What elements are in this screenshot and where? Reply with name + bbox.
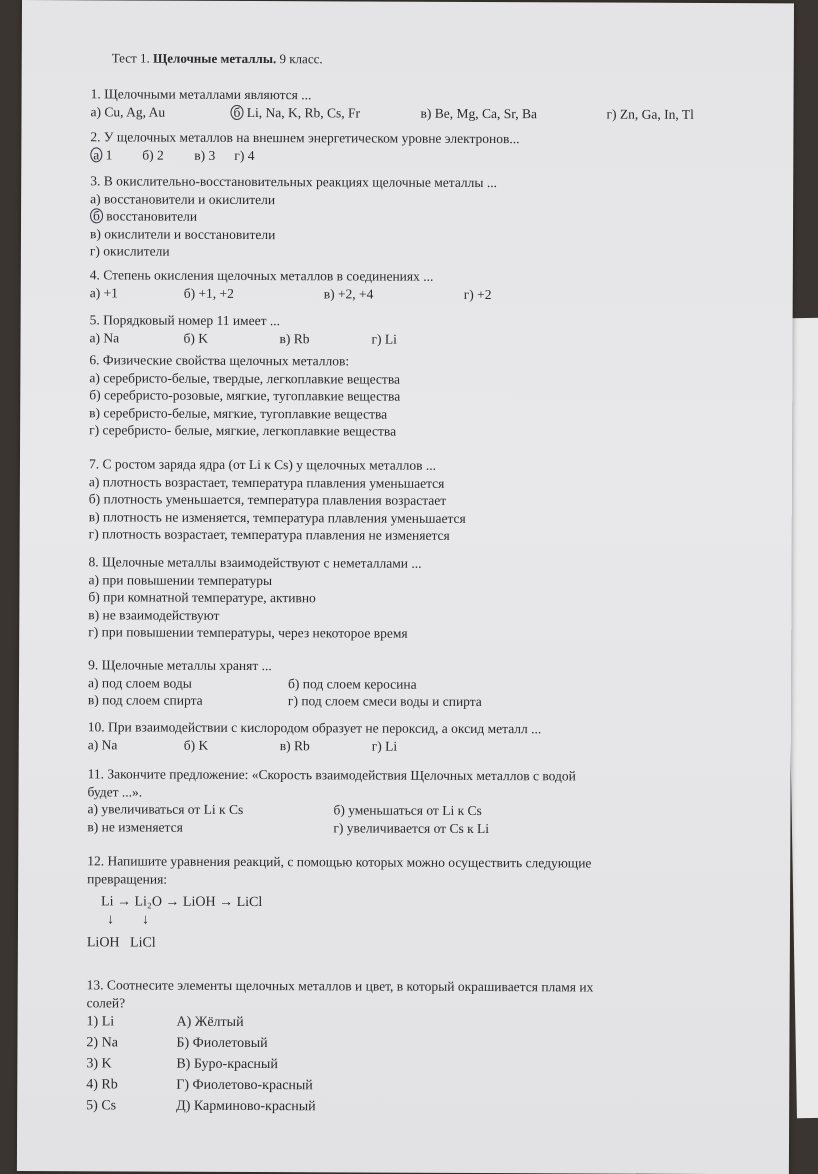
answer-options: [90, 146, 519, 165]
option-c: в) под слоем спирта: [87, 692, 203, 708]
element-item: 2) Na: [86, 1035, 118, 1051]
answer-options: [88, 674, 548, 711]
question-10: 10. При взаимодействии с кислородом образует не пероксид, а оксид металл ... а) Na б) K в) Rb г) Li: [88, 718, 542, 755]
option-b: б) плотность уменьшается, температура плавления возрастает: [88, 491, 447, 508]
option-b: б) K: [183, 737, 209, 753]
option-d: г) окислители: [89, 243, 170, 259]
option-a: а) под слоем воды: [87, 674, 192, 691]
element-item: 1) Li: [86, 1014, 115, 1030]
option-b: б) уменьшаться от Li к Cs: [333, 802, 482, 819]
option-b: б) при комнатной температуре, активно: [88, 589, 316, 606]
option-b: б) 2: [142, 147, 164, 163]
element-item: 4) Rb: [86, 1077, 118, 1093]
option-a: а 1: [90, 146, 142, 164]
option-c: в) не взаимодействуют: [88, 606, 220, 623]
option-b: б) серебристо-розовые, мягкие, тугоплавкие вещества: [89, 387, 401, 404]
question-11: 11. Закончите предложение: «Скорость взаимодействия Щелочных металлов с водой будет ...». а) увеличиваться от Li к Cs б) уменьшаться от Li к Cs в) не изменяется г) увеличивается от Cs к Li: [87, 765, 593, 837]
option-d: г) Li: [371, 331, 397, 347]
option-d: г) при повышении температуры, через некоторое время: [88, 624, 408, 641]
option-b: б) K: [183, 330, 209, 346]
option-c: в) 3: [194, 147, 216, 163]
element-item: 3) K: [86, 1056, 112, 1072]
question-13: 13. Соотнесите элементы щелочных металлов и цвет, в который окрашивается пламя их солей? 1) Li А) Жёлтый 2) Na Б) Фиолетовый 3) K В) Буро-красный 4) Rb Г) Фиолетово-красный 5) Cs Д) Карминово-красный: [86, 976, 593, 1118]
test-sheet: [17, 0, 794, 1174]
option-c: в) окислители и восстановители: [89, 225, 276, 242]
option-a: а) плотность возрастает, температура плавления уменьшается: [88, 473, 445, 491]
question-2: 2. У щелочных металлов на внешнем энергетическом уровне электронов... а 1 б) 2 в) 3 г) 4: [90, 128, 519, 165]
answer-options: [88, 736, 542, 755]
element-item: 5) Cs: [86, 1098, 117, 1114]
option-a: а) увеличиваться от Li к Cs: [87, 801, 244, 817]
option-c: в) не изменяется: [87, 818, 183, 835]
answer-options: [90, 103, 693, 123]
option-c: в) серебристо-белые, мягкие, тугоплавкие вещества: [89, 404, 388, 422]
question-1: 1. Щелочными металлами являются ... а) Cu, Ag, Au б Li, Na, K, Rb, Cs, Fr в) Be, Mg, Ca, Sr, Ba г) Zn, Ga, In, Tl: [90, 86, 694, 122]
question-8: 8. Щелочные металлы взаимодействуют с неметаллами ... а) при повышении температуры б) при комнатной температуре, активно в) не взаимодействуют г) при повышении температуры, через некоторое время: [88, 554, 422, 641]
color-item: Б) Фиолетовый: [176, 1035, 268, 1052]
color-item: В) Буро-красный: [176, 1056, 278, 1073]
option-d: г) +2: [463, 286, 492, 302]
option-b: б Li, Na, K, Rb, Cs, Fr: [230, 103, 420, 121]
option-b: б) +1, +2: [183, 285, 234, 301]
option-b: б восстановители: [90, 207, 497, 226]
option-d: г) увеличивается от Cs к Li: [333, 819, 490, 836]
option-a: а) восстановители и окислители: [90, 190, 276, 207]
question-9: 9. Щелочные металлы хранят ... а) под слоем воды б) под слоем керосина в) под слоем спирта г) под слоем смеси воды и спирта: [88, 656, 548, 711]
answer-options: [90, 284, 492, 303]
question-6: 6. Физические свойства щелочных металлов: а) серебристо-белые, твердые, легкоплавкие вещества б) серебристо-розовые, мягкие, тугоплавкие вещества в) серебристо-белые, мягкие, тугоплавкие вещества г) серебристо- белые, мягкие, легкоплавкие вещества: [89, 352, 401, 439]
option-d: г) 4: [234, 147, 255, 163]
circled-answer: б: [90, 208, 103, 223]
option-d: г) серебристо- белые, мягкие, легкоплавкие вещества: [89, 422, 397, 439]
page-title: Тест 1. Щелочные металлы. 9 класс.: [111, 50, 323, 67]
circled-answer: а: [90, 147, 102, 162]
option-c: в) Rb: [279, 737, 310, 753]
answer-options: [89, 329, 396, 348]
option-d: г) под слоем смеси воды и спирта: [287, 693, 482, 710]
option-a: а) Na: [87, 736, 118, 752]
option-a: а) серебристо-белые, твердые, легкоплавкие вещества: [89, 369, 401, 387]
question-7: 7. С ростом заряда ядра (от Li к Cs) у щелочных металлов ... а) плотность возрастает, температура плавления уменьшается б) плотность уменьшается, температура плавления возрастает в) плотность не изменяется, температура плавления уменьшается г) плотность возрастает, температура плавления не изменяется: [88, 456, 466, 543]
answer-options: [87, 800, 593, 837]
question-3: 3. В окислительно-восстановительных реакциях щелочные металлы ... а) восстановители и окислители б восстановители в) окислители и восстановители г) окислители: [90, 172, 497, 261]
option-a: а) +1: [89, 284, 118, 300]
color-item: Д) Карминово-красный: [176, 1098, 316, 1115]
option-d: г) Zn, Ga, In, Tl: [606, 106, 694, 122]
color-item: А) Жёлтый: [176, 1014, 244, 1030]
option-a: а) Cu, Ag, Au: [90, 103, 166, 120]
matching-table: [86, 1011, 593, 1118]
circled-answer: б: [230, 104, 243, 119]
transformation-chain: Li → Li₂O → LiOH → LiCl ↓ ↓ LiOH LiCl: [86, 894, 263, 951]
option-d: г) Li: [371, 738, 398, 754]
option-b: б) под слоем керосина: [287, 675, 417, 692]
color-item: Г) Фиолетово-красный: [176, 1077, 313, 1094]
question-5: 5. Порядковый номер 11 имеет ... а) Na б) K в) Rb г) Li: [89, 312, 397, 347]
option-c: в) плотность не изменяется, температура плавления уменьшается: [88, 508, 466, 526]
option-a: а) Na: [89, 329, 120, 345]
option-c: в) Be, Mg, Ca, Sr, Ba: [420, 105, 537, 121]
option-c: в) +2, +4: [323, 285, 374, 302]
option-a: а) при повышении температуры: [88, 571, 273, 588]
question-12: 12. Напишите уравнения реакций, с помощью которых можно осуществить следующие превращения: Li → Li₂O → LiOH → LiCl ↓ ↓ LiOH LiCl: [87, 852, 592, 954]
option-c: в) Rb: [279, 330, 310, 346]
option-d: г) плотность возрастает, температура плавления не изменяется: [88, 526, 450, 543]
question-4: 4. Степень окисления щелочных металлов в соединениях ... а) +1 б) +1, +2 в) +2, +4 г) +2: [89, 267, 492, 302]
